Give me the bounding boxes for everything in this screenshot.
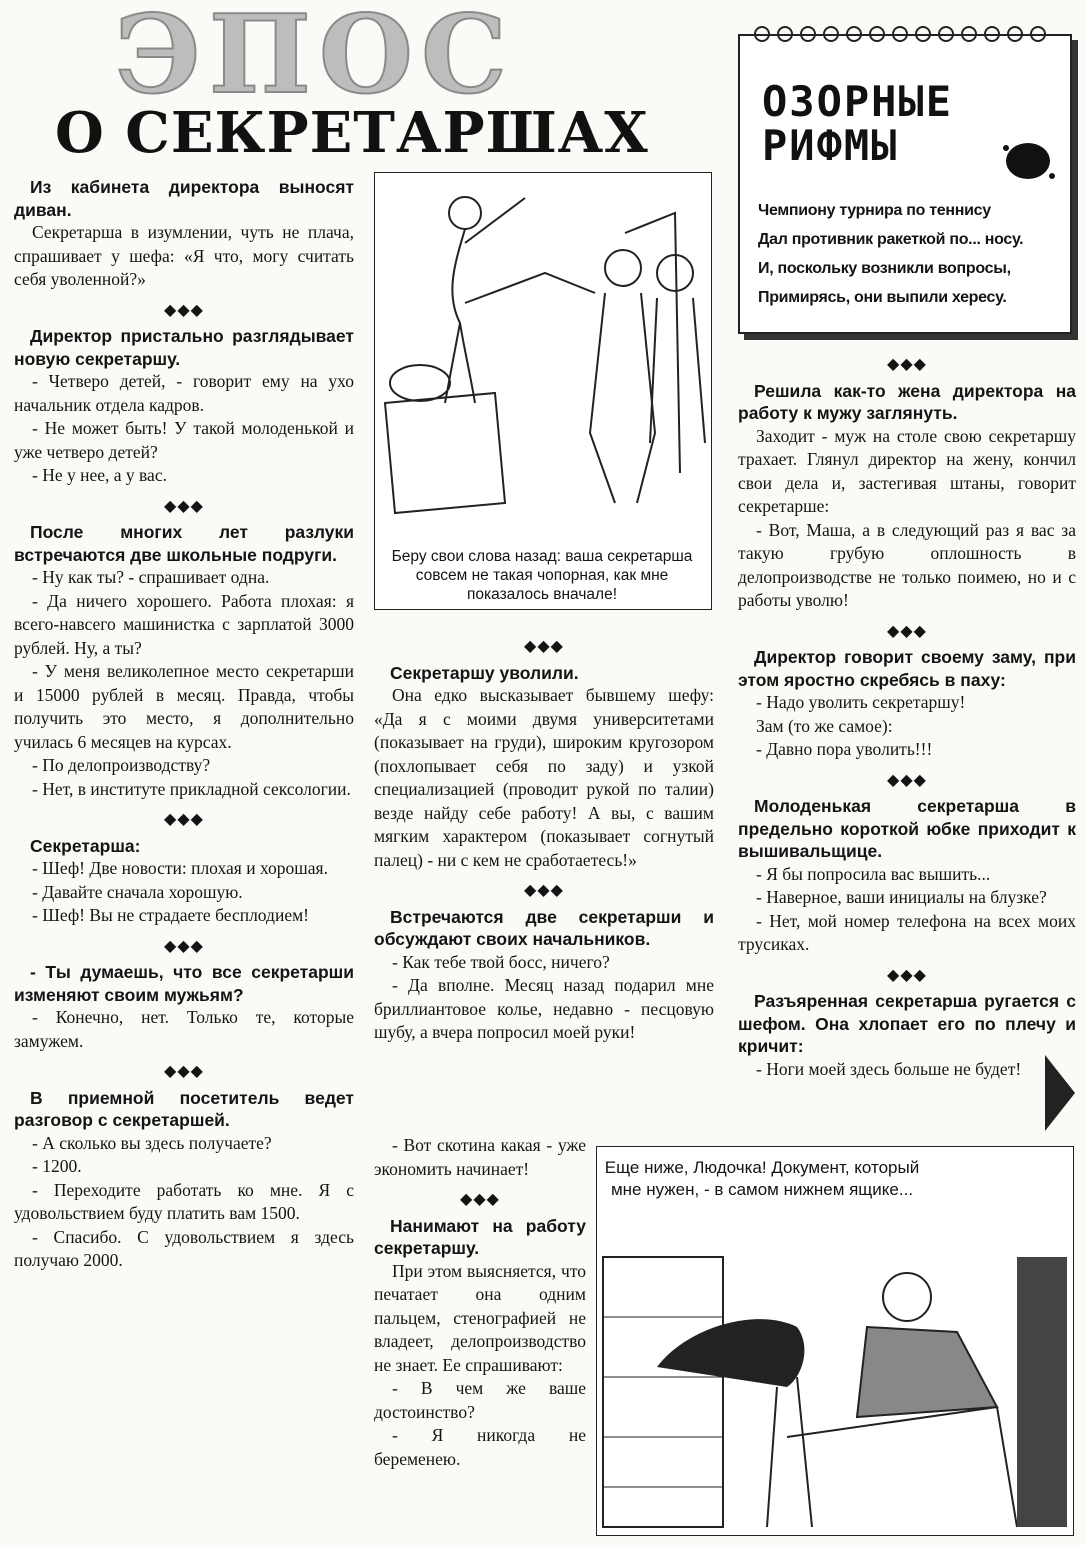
joke-paragraph: - Спасибо. С удовольствием я здесь получаю 2000. (14, 1226, 354, 1270)
joke-paragraph: - Нет, мой номер телефона на всех моих трусиках. (738, 910, 1076, 954)
joke-heading: Директор пристально разглядывает новую секретаршу. (14, 326, 354, 369)
column-3 (738, 346, 1076, 1081)
joke-paragraph: - Конечно, нет. Только те, которые замужем. (14, 1007, 354, 1051)
joke-paragraph: - Я бы попросила вас вышить... (756, 863, 991, 884)
cartoon-1-frame (374, 172, 712, 610)
joke-heading: Директор говорит своему заму, при этом яростно скребясь в паху: (738, 647, 1076, 690)
joke-paragraph: - У меня великолепное место секретарши и 15000 рублей в месяц. Правда, чтобы получить это место, я дополнительно училась 6 месяцев на курсах. (14, 661, 354, 752)
cartoon-2-frame (596, 1146, 1074, 1536)
ornament-divider: ◆◆◆ (460, 1189, 500, 1208)
column-1 (14, 172, 354, 1273)
continue-arrow-icon (1045, 1055, 1075, 1131)
rhymes-line: И, поскольку возникли вопросы, (758, 260, 1011, 277)
rhymes-line: Дал противник ракеткой по... носу. (758, 231, 1024, 248)
joke-paragraph: - Давно пора уволить!!! (756, 739, 933, 759)
joke-heading: В приемной посетитель ведет разговор с секретаршей. (14, 1087, 354, 1130)
joke-paragraph: Секретарша в изумлении, чуть не плача, спрашивает у шефа: «Я что, могу считать себя уволенной?» (14, 222, 354, 289)
joke-heading: Молоденькая секретарша в предельно короткой юбке приходит к вышивальщице. (738, 796, 1076, 861)
joke-paragraph: - Не может быть! У такой молоденькой и уже четверо детей? (14, 418, 354, 462)
ornament-divider: ◆◆◆ (164, 1061, 204, 1080)
joke-paragraph: - Ну как ты? - спрашивает одна. (32, 567, 270, 587)
joke-paragraph: - 1200. (32, 1156, 82, 1176)
cartoon-1-caption: Беру свои слова назад: ваша секретарша совсем не такая чопорная, как мне показалось вначале! (391, 548, 693, 603)
rhymes-title-line1: ОЗОРНЫЕ (762, 77, 954, 126)
joke-heading: Решила как-то жена директора на работу к мужу заглянуть. (738, 380, 1076, 423)
rhymes-line: Чемпиону турнира по теннису (758, 202, 991, 219)
joke-paragraph: - Надо уволить секретаршу! (756, 692, 966, 712)
cartoon-1-illustration (375, 173, 711, 543)
ornament-divider: ◆◆◆ (524, 636, 564, 655)
joke-paragraph: - Давайте сначала хорошую. (32, 881, 243, 902)
column-2-lower (374, 1134, 586, 1471)
ornament-divider: ◆◆◆ (887, 769, 927, 789)
joke-paragraph: - Ноги моей здесь больше не будет! (756, 1058, 1022, 1079)
joke-paragraph: - Четверо детей, - говорит ему на ухо начальник отдела кадров. (14, 371, 354, 415)
rhymes-title (762, 77, 954, 170)
ornament-divider: ◆◆◆ (164, 935, 204, 955)
cartoon-2-caption: Еще ниже, Людочка! Документ, который мне нужен, - в самом нижнем ящике... (604, 1158, 920, 1199)
ink-blot-icon (998, 136, 1058, 186)
ornament-divider: ◆◆◆ (164, 809, 204, 828)
joke-heading: - Ты думаешь, что все секретарши изменяют своим мужьям? (14, 962, 354, 1005)
rhymes-title-line2: РИФМЫ (762, 121, 899, 170)
joke-paragraph: Заходит - муж на столе свою секретаршу трахает. Глянул директор на жену, кончил свои дела и, застегивая штаны, говорит секретарше: (738, 425, 1076, 516)
rhymes-line: Примирясь, они выпили хересу. (758, 289, 1007, 306)
ornament-divider: ◆◆◆ (164, 495, 204, 515)
title-main: ЭПОС (115, 0, 515, 118)
joke-paragraph: - Шеф! Вы не страдаете бесплодием! (32, 905, 309, 925)
joke-heading: Секретаршу уволили. (390, 662, 579, 683)
joke-heading: Из кабинета директора выносят диван. (14, 177, 354, 220)
joke-paragraph: - Как тебе твой босс, ничего? (392, 951, 610, 972)
rhymes-notepad (738, 34, 1072, 334)
joke-paragraph: При этом выясняется, что печатает она одним пальцем, стенографией не владеет, делопроизводство не знает. Ее спрашивают: (374, 1260, 586, 1375)
cartoon-2-illustration (597, 1237, 1073, 1533)
joke-paragraph: - Вот скотина какая - уже экономить начинает! (374, 1135, 586, 1179)
ornament-divider: ◆◆◆ (887, 354, 927, 373)
joke-paragraph: Зам (то же самое): (756, 715, 893, 736)
ornament-divider: ◆◆◆ (887, 620, 927, 640)
joke-paragraph: - Вот, Маша, а в следующий раз я вас за такую грубую оплошность в делопроизводстве не только поимею, но и с работы уволю! (738, 519, 1076, 610)
joke-paragraph: - А сколько вы здесь получаете? (32, 1132, 272, 1153)
joke-paragraph: - Да вполне. Месяц назад подарил мне бриллиантовое колье, недавно - песцовую шубу, а вчера попросил моей руки! (374, 975, 714, 1042)
joke-heading: Секретарша: (30, 835, 141, 856)
joke-paragraph: - Не у нее, а у вас. (32, 465, 167, 485)
joke-paragraph: Она едко высказывает бывшему шефу: «Да я с моими двумя университетами (показывает на груди), широким кругозором (похлопывает себя по заду) и узкой специализацией (проводит рукой по талии) везде найду себе работу! А вы, с вашим мягким характером (показывает согнутый палец) - ни с кем не сработаетесь!» (374, 685, 714, 870)
ornament-divider: ◆◆◆ (524, 880, 564, 899)
title-sub: О СЕКРЕТАРШАХ (55, 100, 649, 166)
joke-heading: Нанимают на работу секретаршу. (374, 1215, 586, 1258)
ornament-divider: ◆◆◆ (164, 299, 204, 319)
rhymes-text (758, 196, 1058, 312)
joke-paragraph: - В чем же ваше достоинство? (374, 1378, 586, 1422)
joke-paragraph: - Я никогда не беременею. (374, 1425, 586, 1469)
joke-paragraph: - Шеф! Две новости: плохая и хорошая. (32, 858, 328, 878)
notepad-rings (752, 20, 1052, 50)
joke-paragraph: - Наверное, ваши инициалы на блузке? (756, 887, 1047, 907)
column-2 (374, 628, 714, 1045)
joke-paragraph: - По делопроизводству? (32, 755, 211, 775)
joke-paragraph: - Переходите работать ко мне. Я с удовольствием буду платить вам 1500. (14, 1179, 354, 1223)
joke-heading: После многих лет разлуки встречаются две школьные подруги. (14, 522, 354, 565)
joke-heading: Встречаются две секретарши и обсуждают своих начальников. (374, 906, 714, 949)
joke-paragraph: - Нет, в институте прикладной сексологии. (32, 778, 351, 799)
joke-heading: Разъяренная секретарша ругается с шефом. Она хлопает его по плечу и кричит: (738, 991, 1076, 1056)
joke-paragraph: - Да ничего хорошего. Работа плохая: я всего-навсего машинистка с зарплатой 3000 рублей. Ну, а ты? (14, 590, 354, 658)
ornament-divider: ◆◆◆ (887, 964, 927, 984)
